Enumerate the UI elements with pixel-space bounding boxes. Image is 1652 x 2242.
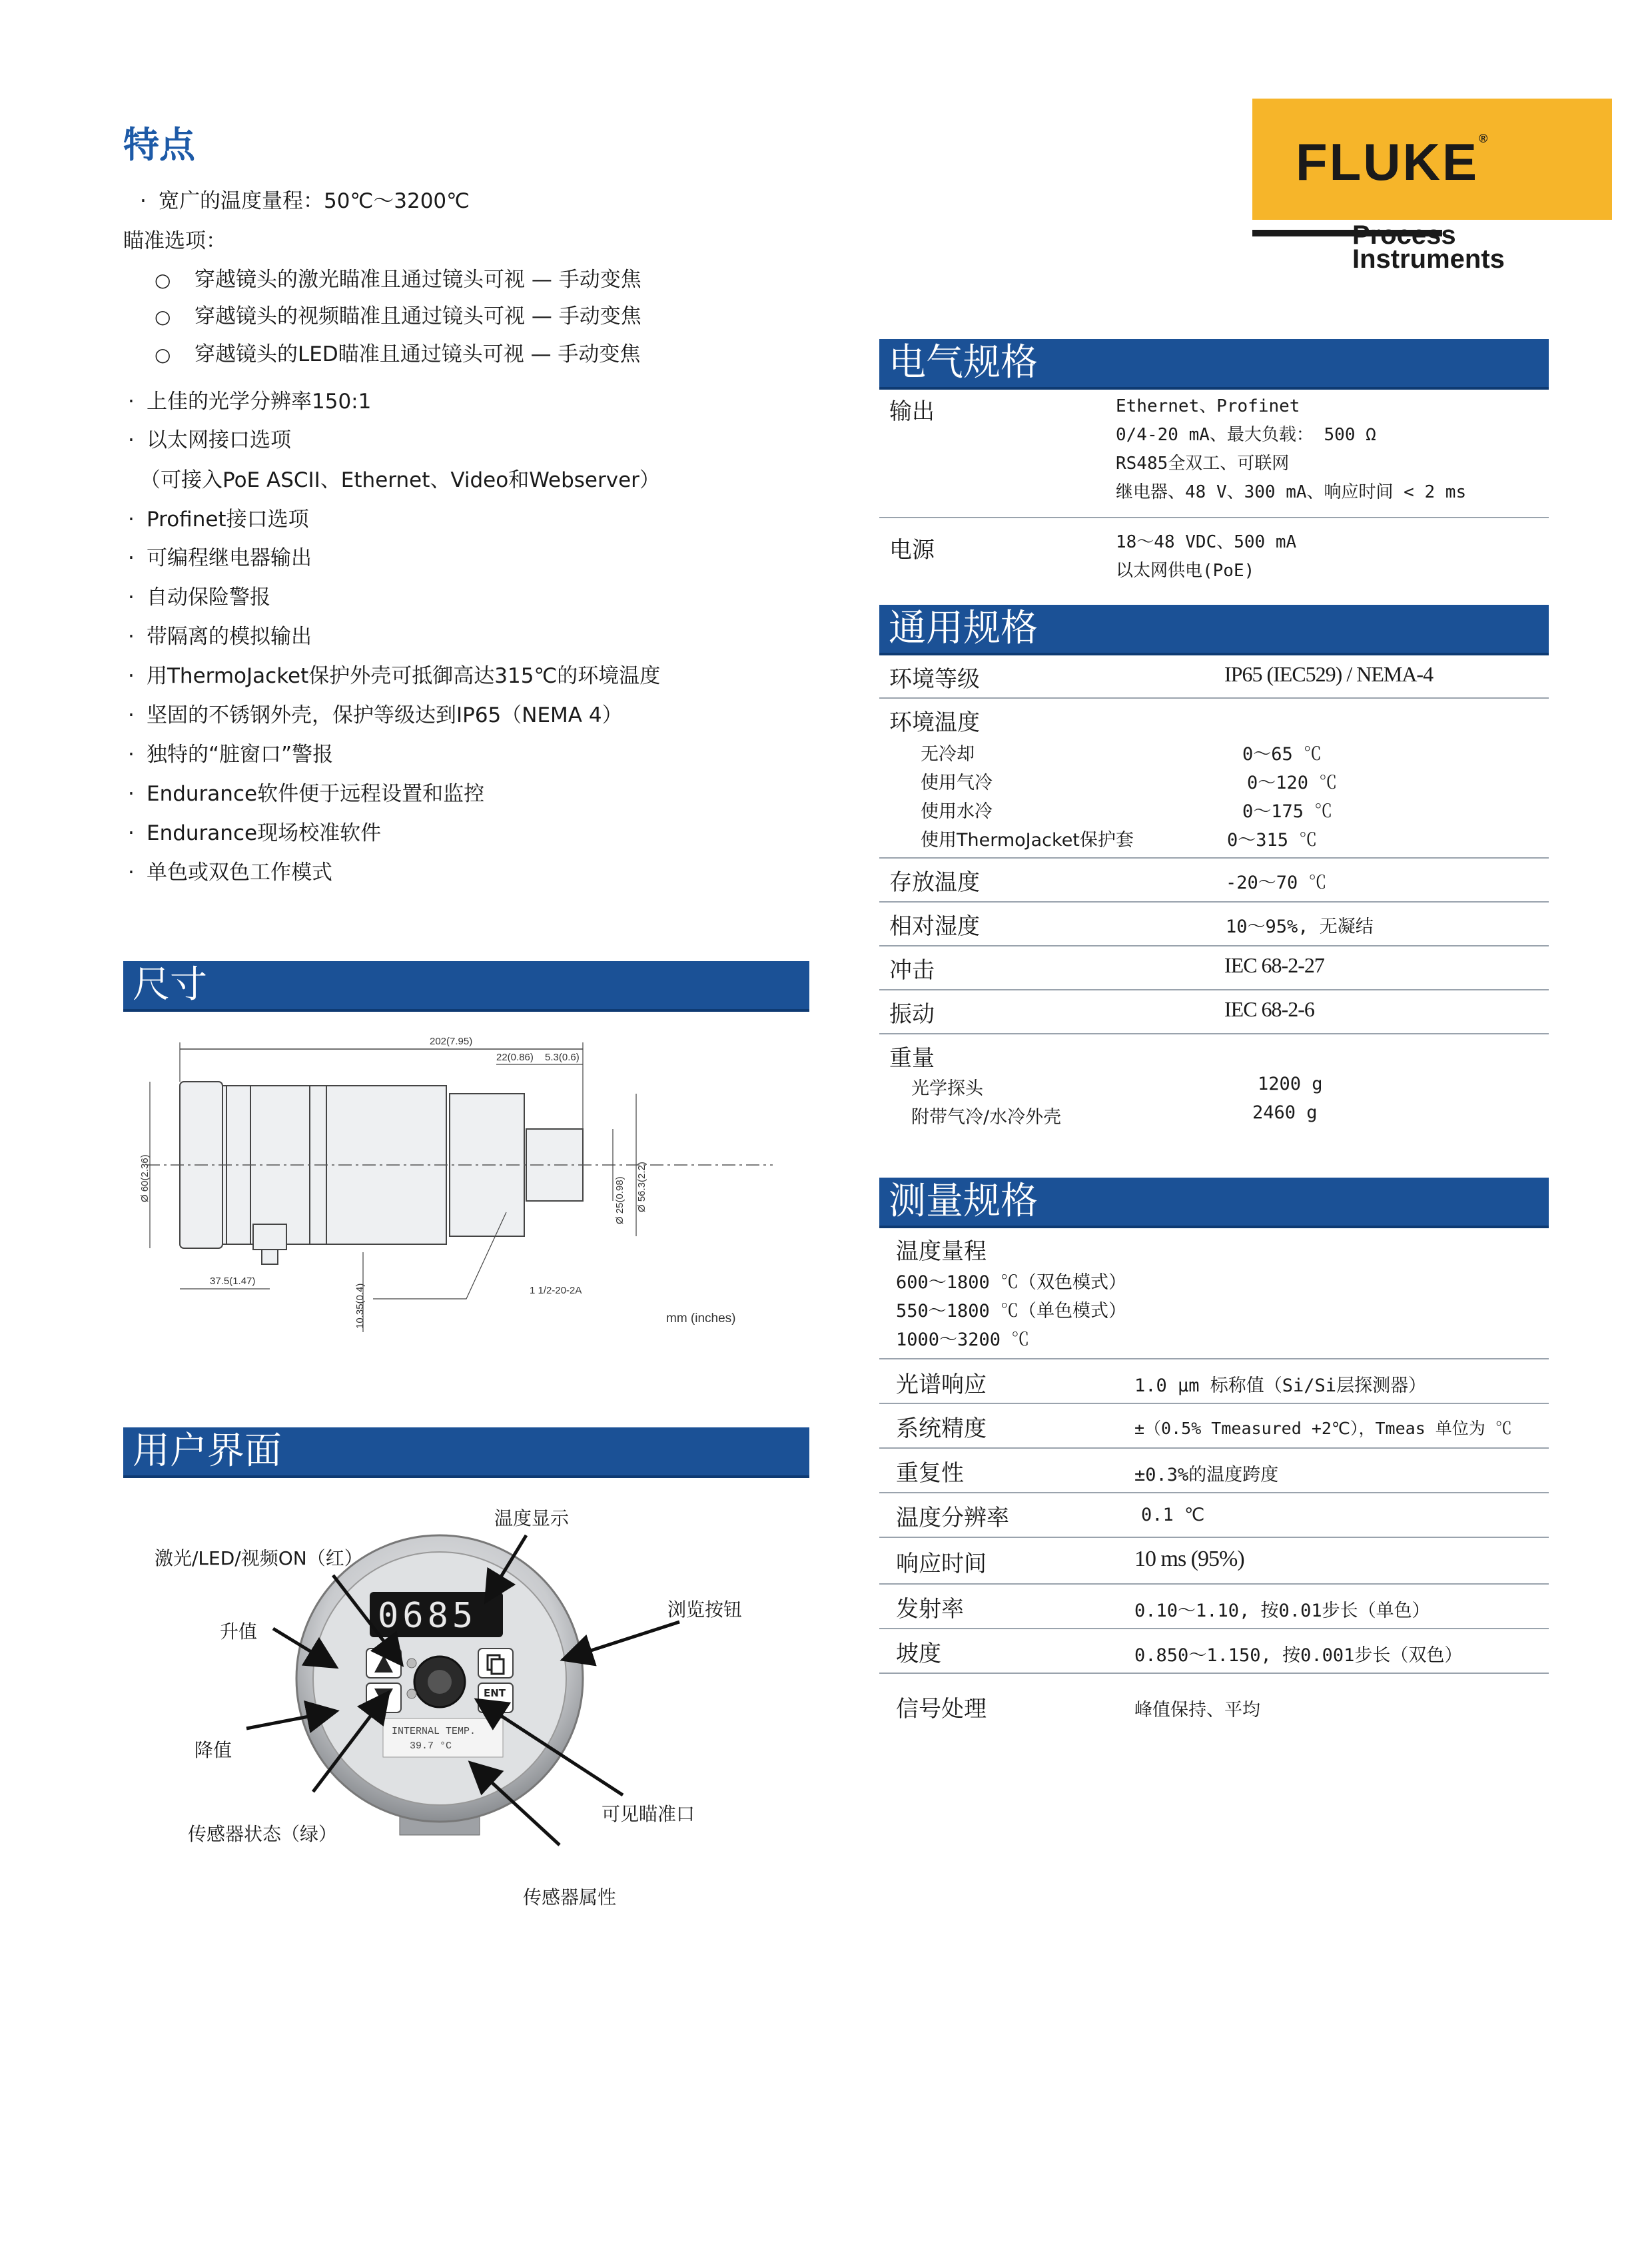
ui-header: 用户界面 [123, 1427, 809, 1478]
vibration-value: IEC 68-2-6 [1224, 997, 1314, 1021]
ambient-value: 0～315 ℃ [1227, 830, 1318, 851]
weight-value: 2460 g [1252, 1102, 1318, 1123]
callout-temp-display: 温度显示 [494, 1507, 570, 1529]
ambient-name: 使用气冷 [921, 773, 993, 793]
ambient-name: 使用水冷 [921, 801, 993, 822]
range-label: 温度量程 [896, 1238, 987, 1265]
feature-subitem: ○ 穿越镜头的激光瞄准且通过镜头可视 — 手动变焦 [155, 268, 641, 292]
ent-label: ENT [484, 1687, 506, 1699]
feature-subitem: ○ 穿越镜头的视频瞄准且通过镜头可视 — 手动变焦 [155, 304, 641, 328]
dim-dia60: Ø 60(2.36) [139, 1154, 151, 1202]
dim-375: 37.5(1.47) [210, 1276, 256, 1287]
callout-sensor-attr: 传感器属性 [523, 1886, 617, 1908]
storage-value: -20～70 ℃ [1226, 873, 1327, 893]
feature-item: · 坚固的不锈钢外壳，保护等级达到IP65（NEMA 4） [128, 703, 623, 727]
ambient-value: 0～175 ℃ [1242, 801, 1333, 822]
dim-dia25: Ø 25(0.98) [614, 1176, 625, 1224]
response-label: 响应时间 [896, 1551, 987, 1577]
emissivity-label: 发射率 [896, 1596, 964, 1623]
callout-laser-on: 激光/LED/视频ON（红） [155, 1547, 363, 1569]
feature-item: · 以太网接口选项 [128, 428, 291, 452]
storage-label: 存放温度 [889, 869, 980, 896]
env-rating-label: 环境等级 [889, 666, 980, 693]
dim-thread: 1 1/2-20-2A [530, 1285, 582, 1296]
feature-subitem: ○ 穿越镜头的LED瞄准且通过镜头可视 — 手动变焦 [155, 342, 641, 366]
feature-item: · 上佳的光学分辨率150:1 [128, 390, 372, 414]
power-label: 电源 [889, 537, 935, 563]
feature-item: · Endurance软件便于远程设置和监控 [128, 782, 485, 806]
weight-name: 附带气冷/水冷外壳 [911, 1107, 1062, 1128]
ambient-value: 0～120 ℃ [1247, 773, 1338, 793]
weight-value: 1200 g [1258, 1074, 1323, 1094]
brand-logo: FLUKE® [1296, 132, 1490, 191]
callout-sensor-status: 传感器状态（绿） [188, 1823, 338, 1845]
callout-aim-port: 可见瞄准口 [602, 1803, 695, 1825]
weight-label: 重量 [889, 1045, 935, 1072]
emissivity-value: 0.10～1.10, 按0.01步长（单色） [1134, 1601, 1430, 1621]
output-value-3: RS485全双工、可联网 [1116, 454, 1290, 474]
power-value-2: 以太网供电(PoE) [1116, 561, 1255, 581]
feature-item: 瞄准选项： [123, 229, 226, 253]
spectral-label: 光谱响应 [896, 1371, 987, 1398]
shock-value: IEC 68-2-27 [1224, 953, 1324, 977]
output-value-2: 0/4-20 mA、最大负载： 500 Ω [1116, 425, 1376, 445]
internal-temp-label: INTERNAL TEMP. [392, 1726, 476, 1737]
shock-label: 冲击 [889, 957, 935, 984]
resolution-value: 0.1 ℃ [1141, 1505, 1205, 1525]
signal-label: 信号处理 [896, 1696, 987, 1722]
ambient-label: 环境温度 [889, 709, 980, 736]
range-value-1: 600～1800 ℃（双色模式） [896, 1272, 1127, 1293]
dim-dia56: Ø 56.3(2.2) [636, 1162, 647, 1212]
output-value-1: Ethernet、Profinet [1116, 396, 1300, 416]
slope-label: 坡度 [896, 1641, 941, 1667]
dim-unit: mm (inches) [666, 1311, 736, 1325]
output-label: 输出 [889, 398, 935, 425]
feature-item: · 用ThermoJacket保护外壳可抵御高达315℃的环境温度 [128, 664, 661, 688]
feature-item: （可接入PoE ASCII、Ethernet、Video和Webserver） [140, 468, 660, 492]
dim-53: 5.3(0.6) [545, 1052, 580, 1063]
vibration-label: 振动 [889, 1001, 935, 1028]
ambient-name: 使用ThermoJacket保护套 [921, 830, 1134, 851]
signal-value: 峰值保持、平均 [1134, 1700, 1260, 1720]
dim-22: 22(0.86) [496, 1052, 534, 1063]
vibration-row [879, 990, 1549, 1034]
humidity-value: 10～95%, 无凝结 [1226, 917, 1374, 937]
logo-subtitle: Process Instruments [1352, 220, 1505, 274]
dimensions-header: 尺寸 [123, 961, 809, 1012]
env-rating-value: IP65 (IEC529) / NEMA-4 [1224, 662, 1434, 686]
repeat-value: ±0.3%的温度跨度 [1134, 1465, 1279, 1485]
repeat-label: 重复性 [896, 1460, 964, 1487]
accuracy-value: ±（0.5% Tmeasured +2℃），Tmeas 单位为 ℃ [1134, 1419, 1512, 1438]
general-header: 通用规格 [879, 605, 1549, 655]
feature-item: · 宽广的温度量程：50℃～3200℃ [140, 189, 470, 213]
callout-down: 降值 [195, 1739, 232, 1761]
power-value-1: 18～48 VDC、500 mA [1116, 532, 1297, 552]
features-title: 特点 [123, 124, 195, 166]
resolution-label: 温度分辨率 [896, 1505, 1009, 1531]
enter-icon: ↵ [488, 1698, 497, 1711]
dim-total-length: 202(7.95) [430, 1036, 473, 1047]
slope-value: 0.850～1.150, 按0.001步长（双色） [1134, 1645, 1463, 1666]
shock-row [879, 946, 1549, 990]
range-value-3: 1000～3200 ℃ [896, 1329, 1030, 1350]
feature-item: · 自动保险警报 [128, 585, 270, 609]
measurement-header: 测量规格 [879, 1178, 1549, 1228]
feature-item: · 单色或双色工作模式 [128, 861, 332, 885]
feature-item: · 带隔离的模拟输出 [128, 625, 312, 649]
ambient-name: 无冷却 [921, 744, 975, 765]
accuracy-label: 系统精度 [896, 1415, 987, 1442]
internal-temp-value: 39.7 °C [410, 1740, 452, 1752]
weight-name: 光学探头 [911, 1078, 983, 1099]
dim-1035: 10.35(0.4) [354, 1283, 366, 1329]
feature-item: · Endurance现场校准软件 [128, 821, 382, 845]
range-value-2: 550～1800 ℃（单色模式） [896, 1301, 1127, 1321]
spectral-value: 1.0 μm 标称值（Si/Si层探测器） [1134, 1375, 1427, 1396]
response-value: 10 ms (95%) [1134, 1547, 1244, 1571]
feature-item: · 独特的“脏窗口”警报 [128, 743, 334, 767]
feature-item: · 可编程继电器输出 [128, 546, 312, 570]
callout-browse: 浏览按钮 [667, 1599, 743, 1621]
electrical-header: 电气规格 [879, 339, 1549, 390]
ambient-value: 0～65 ℃ [1242, 744, 1322, 765]
callout-up: 升值 [220, 1621, 258, 1643]
display-value: 0685 [378, 1596, 478, 1636]
feature-item: · Profinet接口选项 [128, 508, 309, 532]
humidity-label: 相对湿度 [889, 913, 980, 940]
output-value-4: 继电器、48 V、300 mA、响应时间 < 2 ms [1116, 482, 1467, 502]
dimension-drawing [133, 1012, 813, 1359]
